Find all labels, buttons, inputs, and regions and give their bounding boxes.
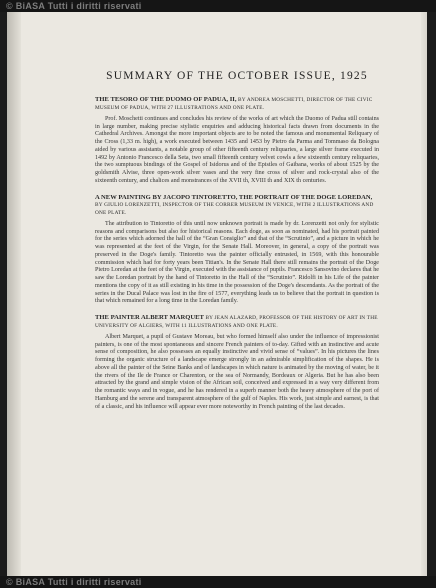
page [7,12,427,576]
article-title: THE TESORO OF THE DUOMO OF PADUA, II, [95,96,237,103]
article-tintoretto [95,194,379,306]
article-body: Albert Marquet, a pupil of Gustave Moreau, but who formed himself also under the influence of impressionist painters, is one of the most spontaneous and sincere French painters of to-day. Gifted with an instinctive and acute sense of composition, he also possesses an equally instinctive and vivid sense of “values”. In his pictures the lines forming the organic structure of a landscape emerge strongly in an admirable simplification of the shapes. He is above all the painter of the Seine Banks and of landscapes in which nature is animated by the moving of water, be it the rivers of the Ile de France or Charenton, or the sea of Normandy, Bordeaux or Algeria. But he has also been attracted by the grand and simple vision of the African soil, conceived and expressed in a way very different from the romantic ways and in vogue, and he has rendered in a superb manner both the heavy atmosphere of the port of Hamburg and the serene and transparent atmosphere of the gulf of Naples. His work, just simple and earnest, is that of a classic, and his influence will appear ever more noteworthy in French painting of the last decades. [95,333,379,410]
watermark-top: © BiASA Tutti i diritti riservati [0,0,436,12]
book-gutter [7,12,21,576]
article-title: THE PAINTER ALBERT MARQUET [95,314,204,322]
article-subtitle: BY GIULIO LORENZETTI, INSPECTOR OF THE CORRER MUSEUM IN VENICE, WITH 2 ILLUSTRATIONS AND ONE PLATE. [95,201,374,217]
page-content [95,70,379,419]
article-body: Prof. Moschetti continues and concludes his review of the works of art which the Duomo of Padua still contains in large number, making precise stylistic enquiries and adducing historical facts drawn from documents in the Cathedral Archives. Amongst the more important objects are to be noted the famous and monumental Reliquary of the Cross (1,33 m. high), a work executed between 1435 and 1453 by Pietro da Parma and Tommaso da Bologna aided by various assistants, a notable group of other fifteenth century reliquaries, a large silver frame executed in 1492 by Antonio Francesco della Seta, two small fifteenth century velvet cowls a few sixteenth century reliquaries, the two sumptuous bindings of the Gospel of Isidorus and of the Epistles of Gaibana, works of about 1525 by the goldsmith Alvise, three open-work silver vases and the very fine cross of silver and rock-crystal also of the sixteenth century, and chalices and monstrances of the XVII th, XVIII th and XIX th centuries. [95,115,379,184]
article-subtitle: BY ANDREA MOSCHETTI, DIRECTOR OF THE CIVIC MUSEUM OF PADUA, WITH 27 ILLUSTRATIONS AND ONE PLATE. [95,97,373,112]
article-heading [95,194,379,218]
article-title: A NEW PAINTING BY JACOPO TINTORETTO, THE PORTRAIT OF THE DOGE LOREDAN, [95,193,373,201]
page-edge [421,12,427,576]
watermark-bottom: © BiASA Tutti i diritti riservati [0,576,436,588]
article-body: The attribution to Tintoretto of this until now unknown portrait is made by dr. Lorenzetti not only for stylistic reasons and comparisons but also for historical reasons. Each doge, as soon as nominated, had his portrait painted for the series which adorned the hall of the “Gran Consiglio” and that of the “Scrutinio”, and a picture in which he was represented at the feet of the Virgin, for the Senate Hall. Moreover, in general, a copy of the portrait was preserved in the Doge's family. Tintoretto was the painter officially entrusted, in 1569, with this honourable commission which had for forty years been Titian's. In the Senate Hall there still remains the portrait of the Doge Pietro Loredan at the feet of the Virgin, executed with the assistance of pupils. Francesco Sansovino declares that he saw the Loredan portrait by the hand of Tintoretto in the Hall of the “Scrutinio”. Ridolfi in his Life of the painter mentions the copy of it as still existing in his time in the possession of the Doge's descendants. As the portrait of the series in the Ducal Palace was lost in the fire of 1577, everything leads us to believe that the portrait in question is that which remained for a long time in the Loredan family. [95,220,379,305]
article-heading [95,96,379,113]
article-heading [95,314,379,331]
summary-title: SUMMARY OF THE OCTOBER ISSUE, 1925 [106,70,368,82]
article-tesoro [95,96,379,186]
article-marquet [95,314,379,411]
article-subtitle: BY JEAN ALAZARD, PROFESSOR OF THE HISTORY OF ART IN THE UNIVERSITY OF ALGIERS, WITH 11 ILLUSTRATIONS AND ONE PLATE. [95,315,378,330]
